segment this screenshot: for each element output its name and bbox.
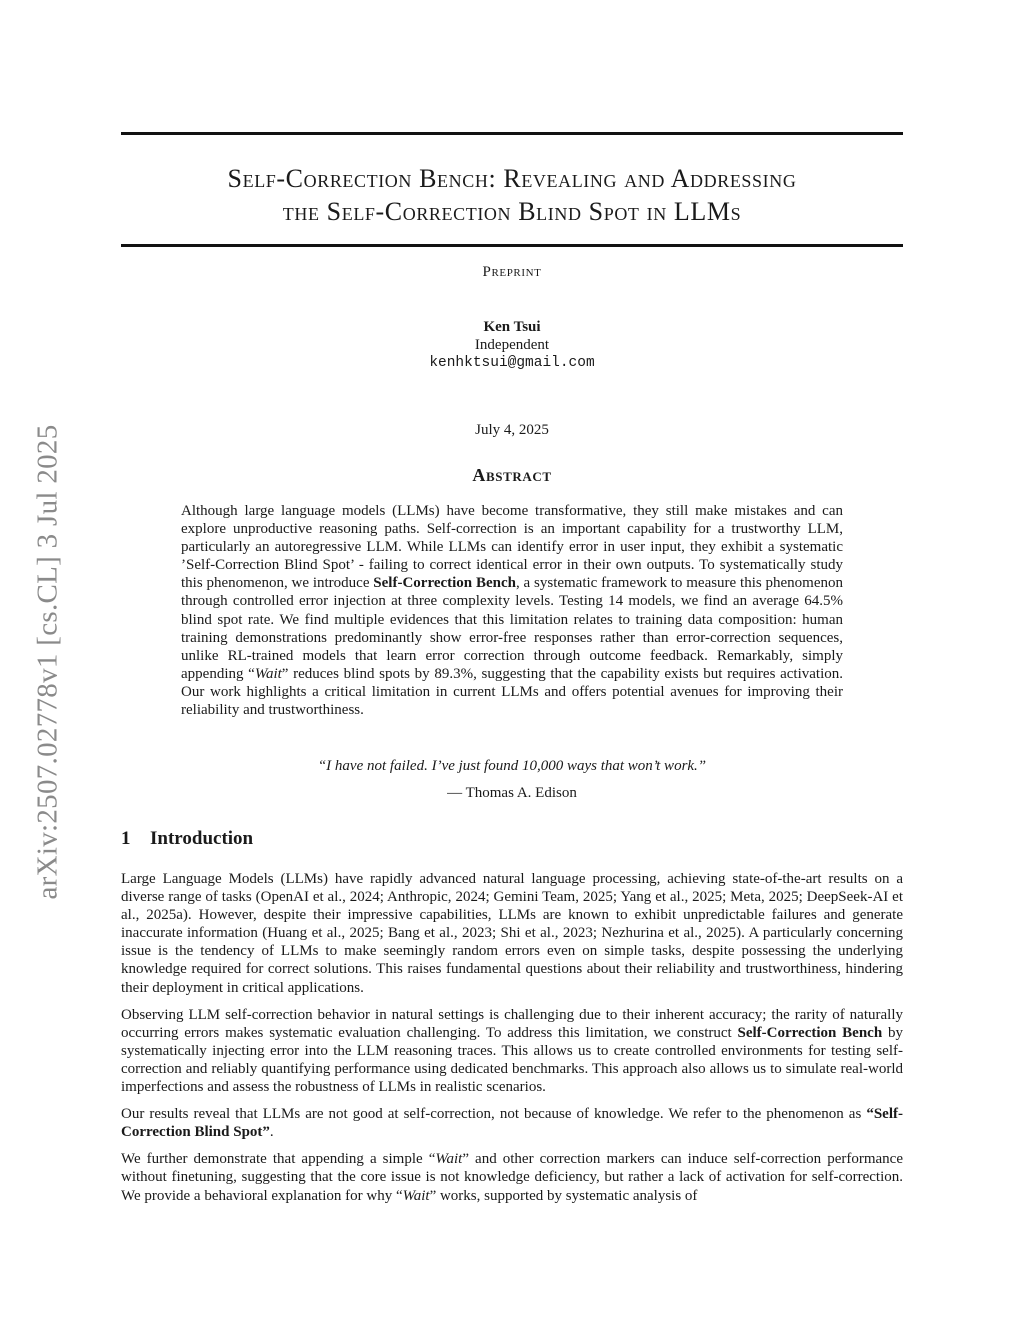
intro-p4-text-b: ” and other correction markers can induce self-correction performance without finetuning, suggesting that the core issue is not knowledge deficiency, but rather a lack of activation for self-correction. We provide a behavioral explanation for why “ <box>121 1151 903 1204</box>
abstract-body <box>181 502 843 719</box>
abstract-heading: Abstract <box>472 465 552 485</box>
intro-p2-bench-name: Self-Correction Bench <box>737 1024 883 1041</box>
epigraph-attribution: — Thomas A. Edison <box>447 785 577 801</box>
arxiv-identifier: arXiv:2507.02778v1 [cs.CL] 3 Jul 2025 <box>31 424 64 900</box>
section-heading <box>121 828 253 850</box>
title-line-2: the Self-Correction Blind Spot in LLMs <box>282 197 742 226</box>
abstract-text-3: ” reduces blind spots by 89.3%, suggesting that the capability exists but requires activation. Our work highlights a critical limitation in current LLMs and offers potential avenues for improving their reliability and trustworthiness. <box>181 665 843 719</box>
section-number: 1 <box>121 828 131 849</box>
intro-p4-wait-2: Wait <box>402 1187 430 1204</box>
abstract-bench-name: Self-Correction Bench <box>373 575 516 592</box>
abstract-text-1: Although large language models (LLMs) have become transformative, they still make mistakes and can explore unproductive reasoning paths. Self-correction is an important capability for a trustworthy LLM, particularly an autoregressive LLM. While LLMs can identify error in user input, they exhibit a systematic ’Self-Correction Blind Spot’ - failing to correct identical error in their own outputs. To systematically study this phenomenon, we introduce <box>181 503 843 592</box>
intro-p3-text-a: Our results reveal that LLMs are not good at self-correction, not because of knowledge. We refer to the phenomenon as <box>121 1106 867 1123</box>
author-affiliation: Independent <box>474 337 550 353</box>
author-email[interactable]: kenhktsui@gmail.com <box>429 355 595 371</box>
intro-p2-text-a: Observing LLM self-correction behavior in natural settings is challenging due to their inherent accuracy; the rarity of naturally occurring errors makes systematic evaluation challenging. To address this limitation, we construct <box>121 1006 903 1041</box>
abstract-wait-term: Wait <box>254 665 282 682</box>
paper-title <box>121 162 903 228</box>
publication-date: July 4, 2025 <box>475 422 549 438</box>
section-title: Introduction <box>150 828 254 849</box>
abstract-text-2: , a systematic framework to measure this phenomenon through controlled error injection at three complexity levels. Testing 14 models, we find an average 64.5% blind spot rate. We find multiple evidences that this limitation relates to training data composition: human training demonstrations predominantly show error-free responses rather than error-correction sequences, unlike RL-trained models that learn error correction through outcome feedback. Remarkably, simply appending “ <box>181 575 843 682</box>
epigraph-quote: “I have not failed. I’ve just found 10,000 ways that won’t work.” <box>317 758 707 774</box>
intro-p3-text-b: . <box>269 1124 274 1141</box>
title-line-1: Self-Correction Bench: Revealing and Addressing <box>227 164 797 193</box>
intro-p4-text-a: We further demonstrate that appending a simple “ <box>121 1151 436 1168</box>
intro-p2-text-b: by systematically injecting error into the LLM reasoning traces. This allows us to create controlled environments for testing self-correction and reliably quantifying performance using dedicated benchmarks. This approach also allows us to simulate real-world imperfections and assess the robustness of LLMs in realistic scenarios. <box>121 1024 903 1096</box>
intro-paragraph-2 <box>121 1006 903 1096</box>
intro-p4-text-c: ” works, supported by systematic analysis of <box>429 1187 698 1204</box>
title-rule-top <box>121 132 903 135</box>
introduction-body <box>121 870 903 1214</box>
intro-p3-blind-spot: “Self-Correction Blind Spot” <box>121 1106 903 1141</box>
intro-p4-wait-1: Wait <box>435 1151 463 1168</box>
author-name: Ken Tsui <box>483 319 541 335</box>
intro-paragraph-1: Large Language Models (LLMs) have rapidly advanced natural language processing, achieving state-of-the-art results on a diverse range of tasks (OpenAI et al., 2024; Anthropic, 2024; Gemini Team, 2025; Yang et al., 2025; Meta, 2025; DeepSeek-AI et al., 2025a). However, despite their impressive capabilities, LLMs are known to exhibit unpredictable failures and generate inaccurate information (Huang et al., 2025; Bang et al., 2023; Shi et al., 2023; Nezhurina et al., 2025). A particularly concerning issue is the tendency of LLMs to make seemingly random errors even on simple tasks, despite possessing the underlying knowledge required for correct solutions. This raises fundamental questions about their reliability and trustworthiness, hindering their deployment in critical applications. <box>121 871 903 996</box>
title-rule-bottom <box>121 244 903 247</box>
intro-paragraph-3 <box>121 1105 903 1141</box>
intro-paragraph-4 <box>121 1150 903 1204</box>
author-block <box>121 318 903 372</box>
preprint-label: Preprint <box>482 264 542 280</box>
